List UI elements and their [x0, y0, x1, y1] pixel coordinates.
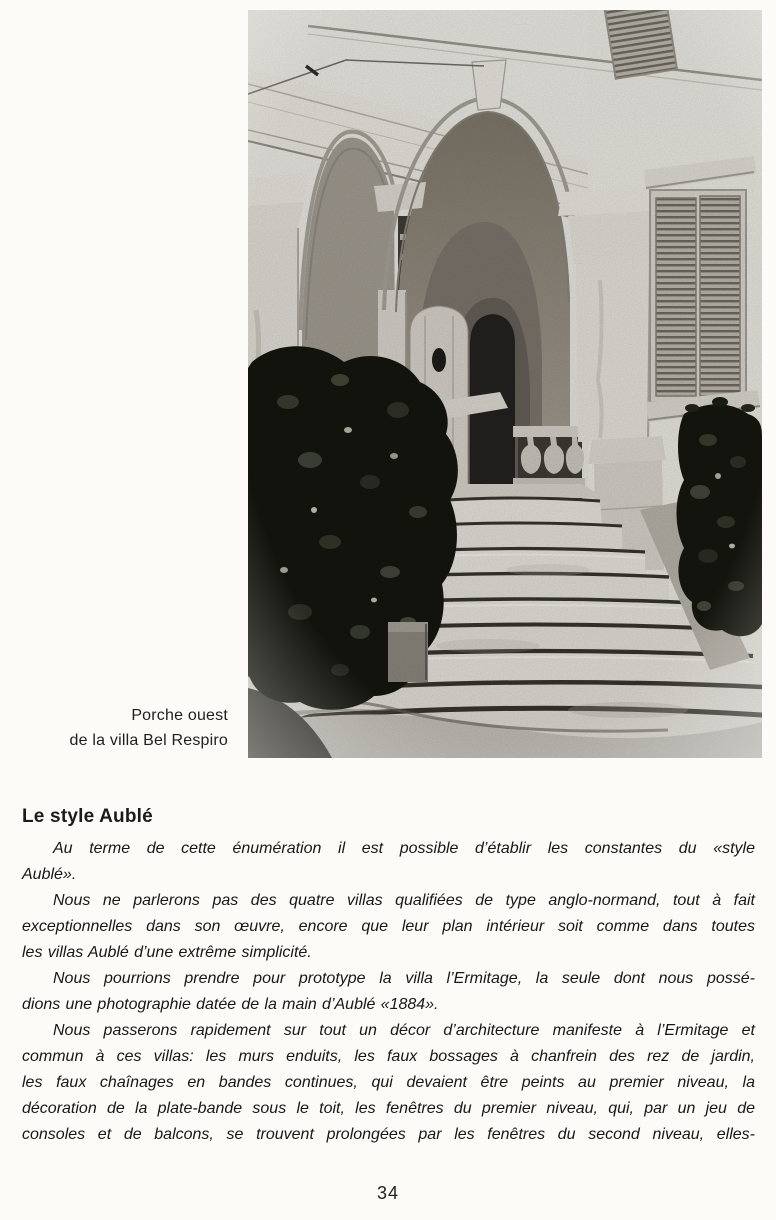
article-paragraphs [22, 836, 755, 1148]
text-line: exceptionnelles dans son œuvre, encore que leur plan intérieur soit comme dans toutes [22, 918, 755, 935]
text-line: Aublé». [22, 866, 77, 883]
villa-photo-graphic [248, 10, 762, 758]
section-heading: Le style Aublé [22, 806, 153, 827]
text-line: consoles et de balcons, se trouvent prolongées par les fenêtres du second niveau, elles- [22, 1126, 755, 1143]
paragraph [22, 966, 755, 1018]
paragraph [22, 1018, 755, 1148]
paragraph [22, 836, 755, 888]
text-line: commun à ces villas: les murs enduits, les faux bossages à chanfrein des rez de jardin, [22, 1048, 755, 1065]
paragraph [22, 888, 755, 966]
text-line: dions une photographie datée de la main d’Aublé «1884». [22, 996, 439, 1013]
caption-line-2: de la villa Bel Respiro [69, 732, 228, 749]
text-line: les faux chaînages en bandes continues, qui devaient être peints au premier niveau, la [22, 1074, 755, 1091]
villa-photo [248, 10, 762, 758]
photo-vignette [248, 10, 762, 758]
text-line: Nous pourrions prendre pour prototype la villa l’Ermitage, la seule dont nous possé- [53, 970, 755, 987]
text-line: Nous ne parlerons pas des quatre villas qualifiées de type anglo-normand, tout à fait [53, 892, 755, 909]
page-number: 34 [376, 1183, 400, 1203]
photo-caption [0, 703, 228, 753]
article [22, 806, 755, 1148]
caption-line-1: Porche ouest [131, 707, 228, 724]
text-line: Nous passerons rapidement sur tout un décor d’architecture manifeste à l’Ermitage et [53, 1022, 755, 1039]
text-line: Au terme de cette énumération il est possible d’établir les constantes du «style [53, 840, 755, 857]
text-line: décoration de la plate-bande sous le toit, les fenêtres du premier niveau, qui, par un jeu de [22, 1100, 755, 1117]
text-line: les villas Aublé d’une extrême simplicité. [22, 944, 312, 961]
